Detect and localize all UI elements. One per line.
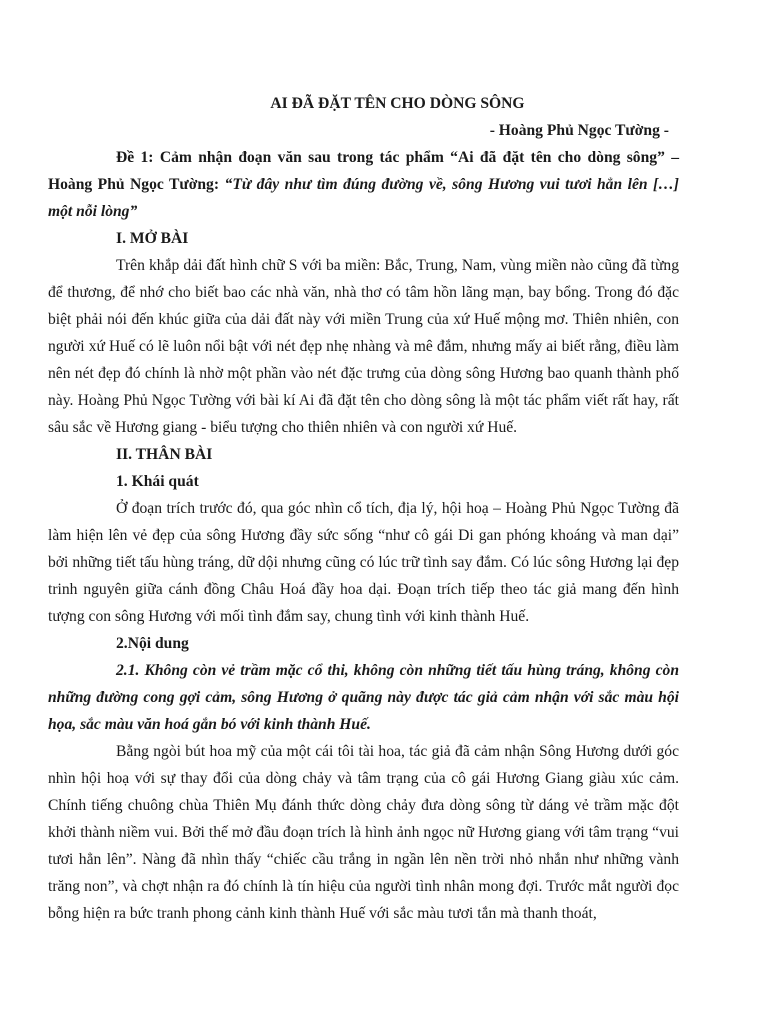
- content-paragraph: Bằng ngòi bút hoa mỹ của một cái tôi tài hoa, tác giả đã cảm nhận Sông Hương dưới góc nhìn hội hoạ với sự thay đổi của dòng chảy và tâm trạng của cô gái Hương Giang giàu xúc cảm. Chính tiếng chuông chùa Thiên Mụ đánh thức dòng chảy đưa dòng sông từ dáng vẻ trầm mặc đột khởi thành niềm vui. Bởi thế mở đầu đoạn trích là hình ảnh ngọc nữ Hương giang với tâm trạng “vui tươi hẳn lên”. Nàng đã nhìn thấy “chiếc cầu trắng in ngần lên nền trời nhỏ nhắn như những vành trăng non”, và chợt nhận ra đó chính là tín hiệu của người tình nhân mong đợi. Trước mắt người đọc bỗng hiện ra bức tranh phong cảnh kinh thành Huế với sắc màu tươi tắn mà thanh thoát,: [48, 743, 679, 922]
- section-heading-intro: I. MỞ BÀI: [116, 230, 189, 247]
- overview-paragraph: Ở đoạn trích trước đó, qua góc nhìn cổ tích, địa lý, hội hoạ – Hoàng Phủ Ngọc Tường đã làm hiện lên vẻ đẹp của sông Hương đầy sức sống “như cô gái Di gan phóng khoáng và man dại” bởi những tiết tấu hùng tráng, dữ dội nhưng cũng có lúc trữ tình say đắm. Có lúc sông Hương lại đẹp trinh nguyên giữa cánh đồng Châu Hoá đầy hoa dại. Đoạn trích tiếp theo tác giả mang đến hình tượng con sông Hương với mối tình đắm say, chung tình với kinh thành Huế.: [48, 500, 679, 625]
- subheading-content: 2.Nội dung: [116, 635, 189, 652]
- section-heading-body: II. THÂN BÀI: [116, 446, 213, 463]
- prompt-quote: “Từ đây như tìm đúng đường về, sông Hương vui tươi hẳn lên […] một nỗi lòng”: [48, 176, 680, 220]
- subheading-overview: 1. Khái quát: [116, 473, 199, 490]
- essay-prompt: [48, 144, 679, 225]
- content-point-heading: 2.1. Không còn vẻ trầm mặc cổ thi, không còn những tiết tấu hùng tráng, không còn những đường cong gợi cảm, sông Hương ở quãng này được tác giả cảm nhận với sắc màu hội họa, sắc màu văn hoá gắn bó với kinh thành Huế.: [48, 662, 679, 733]
- document-title: AI ĐÃ ĐẶT TÊN CHO DÒNG SÔNG: [270, 95, 525, 112]
- document-author: - Hoàng Phủ Ngọc Tường -: [489, 122, 669, 139]
- prompt-label: Đề 1: Cảm nhận đoạn văn sau trong tác phẩm “Ai đã đặt tên cho dòng sông” – Hoàng Phủ Ngọc Tường:: [48, 149, 679, 193]
- intro-paragraph: Trên khắp dải đất hình chữ S với ba miền: Bắc, Trung, Nam, vùng miền nào cũng đã từng để thương, để nhớ cho biết bao các nhà văn, nhà thơ có tâm hồn lãng mạn, bay bổng. Trong đó đặc biệt phải nói đến khúc giữa của dải đất này với miền Trung của xứ Huế mộng mơ. Thiên nhiên, con người xứ Huế có lẽ luôn nổi bật với nét đẹp nhẹ nhàng và mê đắm, nhưng mấy ai biết rằng, điều làm nên nét đẹp đó chính là nhờ một phần vào nét đặc trưng của dòng sông Hương bao quanh thành phố này. Hoàng Phủ Ngọc Tường với bài kí Ai đã đặt tên cho dòng sông là một tác phẩm viết rất hay, rất sâu sắc về Hương giang - biểu tượng cho thiên nhiên và con người xứ Huế.: [48, 257, 679, 436]
- document-page: [48, 90, 680, 927]
